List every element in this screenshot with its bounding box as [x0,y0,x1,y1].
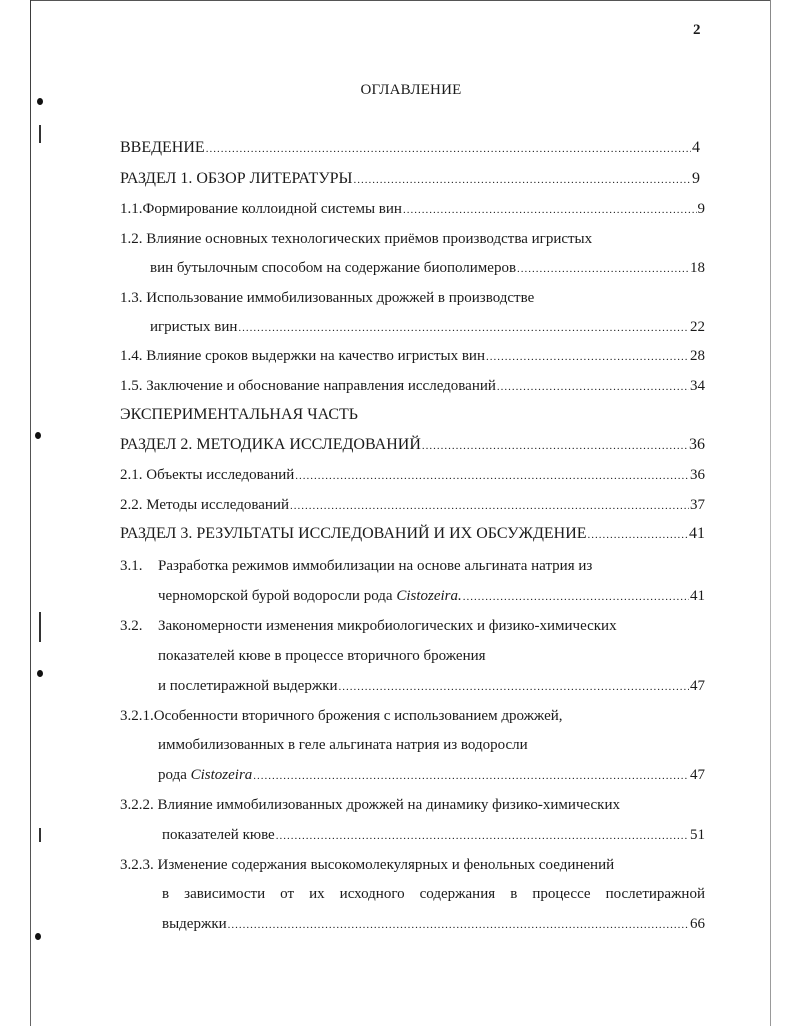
toc-entry-text: РАЗДЕЛ 2. МЕТОДИКА ИССЛЕДОВАНИЙ [120,436,421,453]
toc-page-number: 18 [690,260,705,276]
toc-leader-dots [238,318,689,338]
toc-leader-dots [517,259,689,279]
toc-entry-text: 2.1. Объекты исследований [120,467,295,483]
toc-entry-section-3[interactable] [120,524,705,545]
toc-page-number: 36 [690,467,705,483]
toc-entry-3-1-line1[interactable]: Разработка режимов иммобилизации на основе альгината натрия из [158,558,593,574]
toc-page-number: 4 [692,139,700,156]
scan-artifact [39,828,41,842]
toc-leader-dots [422,436,688,456]
toc-page-number: 47 [690,678,705,694]
page-number: 2 [693,22,701,38]
scan-artifact [39,125,41,143]
toc-entry-text: показателей кюве [162,827,275,843]
toc-heading-experimental[interactable]: ЭКСПЕРИМЕНТАЛЬНАЯ ЧАСТЬ [120,406,358,423]
toc-entry-3-1[interactable] [158,586,705,607]
toc-entry-1-2[interactable] [150,258,705,279]
toc-entry-text: 1.4. Влияние сроков выдержки на качество игристых вин [120,348,485,364]
toc-page-number: 66 [690,916,705,932]
toc-entry-3-2-3-line1[interactable]: 3.2.3. Изменение содержания высокомолекулярных и фенольных соединений [120,857,615,873]
toc-leader-dots [486,347,689,367]
toc-entry-3-1-number: 3.1. [120,558,143,574]
toc-entry-3-2-3[interactable] [162,914,705,935]
toc-entry-text: выдержки [162,916,227,932]
toc-entry-text-italic: Cistozeira [190,767,253,783]
scan-left-edge [30,0,31,1026]
toc-entry-section-2[interactable] [120,435,705,456]
toc-leader-dots [354,170,692,190]
toc-leader-dots [497,377,689,397]
toc-entry-text: 2.2. Методы исследований [120,497,289,513]
toc-leader-dots [276,826,689,846]
toc-entry-3-2-1-line1[interactable]: 3.2.1.Особенности вторичного брожения с использованием дрожжей, [120,708,563,724]
toc-entry-text: ВВЕДЕНИЕ [120,139,205,156]
toc-leader-dots [253,766,689,786]
toc-entry-3-2-1-line2[interactable]: иммобилизованных в геле альгината натрия из водоросли [158,737,528,753]
toc-leader-dots [206,139,691,159]
punch-hole-mark [37,98,43,105]
toc-leader-dots [228,915,689,935]
toc-page-number: 36 [689,436,705,453]
toc-page-number: 9 [692,170,700,187]
toc-entry-text: РАЗДЕЛ 3. РЕЗУЛЬТАТЫ ИССЛЕДОВАНИЙ И ИХ ОБСУЖДЕНИЕ [120,525,587,542]
toc-leader-dots [295,466,689,486]
toc-entry-text: 1.5. Заключение и обоснование направления исследований [120,378,496,394]
toc-leader-dots [290,496,689,516]
scan-right-edge [770,0,771,1026]
page-title: ОГЛАВЛЕНИЕ [360,82,462,98]
toc-leader-dots [339,677,689,697]
toc-entry-3-2-3-line2[interactable]: в зависимости от их исходного содержания в процессе послетиражной [162,886,705,902]
toc-entry-3-2-line1[interactable]: Закономерности изменения микробиологических и физико-химических [158,618,617,634]
toc-page-number: 41 [689,525,705,542]
punch-hole-mark [35,432,41,439]
toc-entry-2-1[interactable] [120,465,705,486]
punch-hole-mark [37,670,43,677]
toc-page-number: 22 [690,319,705,335]
toc-entry-section-1[interactable] [120,169,700,190]
toc-entry-text: и послетиражной выдержки [158,678,338,694]
toc-page-number: 37 [690,497,705,513]
toc-entry-1-4[interactable] [120,346,705,367]
toc-entry-text: РАЗДЕЛ 1. ОБЗОР ЛИТЕРАТУРЫ [120,170,353,187]
toc-page-number: 28 [690,348,705,364]
toc-entry-text [158,586,462,606]
toc-entry-1-3[interactable] [150,317,705,338]
toc-entry-3-2-2-line1[interactable]: 3.2.2. Влияние иммобилизованных дрожжей на динамику физико-химических [120,797,620,813]
toc-leader-dots [588,525,688,545]
toc-page-number: 41 [690,588,705,604]
toc-entry-text-plain: рода [158,767,187,783]
toc-entry-text: вин бутылочным способом на содержание биополимеров [150,260,517,276]
toc-entry-text: 1.1.Формирование коллоидной системы вин [120,201,402,217]
toc-entry-1-3-line1[interactable]: 1.3. Использование иммобилизованных дрожжей в производстве [120,290,535,306]
toc-leader-dots [403,200,697,220]
toc-entry-text: игристых вин [150,319,238,335]
toc-entry-text [158,765,252,785]
scan-top-edge [30,0,770,1]
toc-page-number: 9 [697,201,705,217]
toc-entry-text-italic: Cistozeira. [396,588,462,604]
toc-entry-1-2-line1[interactable]: 1.2. Влияние основных технологических приёмов производства игристых [120,231,593,247]
toc-page-number: 51 [690,827,705,843]
toc-entry-3-2-line2[interactable]: показателей кюве в процессе вторичного брожения [158,648,486,664]
toc-entry-text-plain: черноморской бурой водоросли рода [158,588,393,604]
toc-entry-3-2[interactable] [158,676,705,697]
punch-hole-mark [35,933,41,940]
toc-entry-3-2-number: 3.2. [120,618,143,634]
toc-page-number: 34 [690,378,705,394]
toc-leader-dots [463,587,689,607]
toc-entry-2-2[interactable] [120,495,705,516]
scan-artifact [39,612,41,642]
toc-entry-1-1[interactable] [120,199,705,220]
toc-entry-3-2-1[interactable] [158,765,705,786]
toc-page-number: 47 [690,767,705,783]
toc-entry-1-5[interactable] [120,376,705,397]
toc-entry-introduction[interactable] [120,138,700,159]
toc-entry-3-2-2[interactable] [162,825,705,846]
